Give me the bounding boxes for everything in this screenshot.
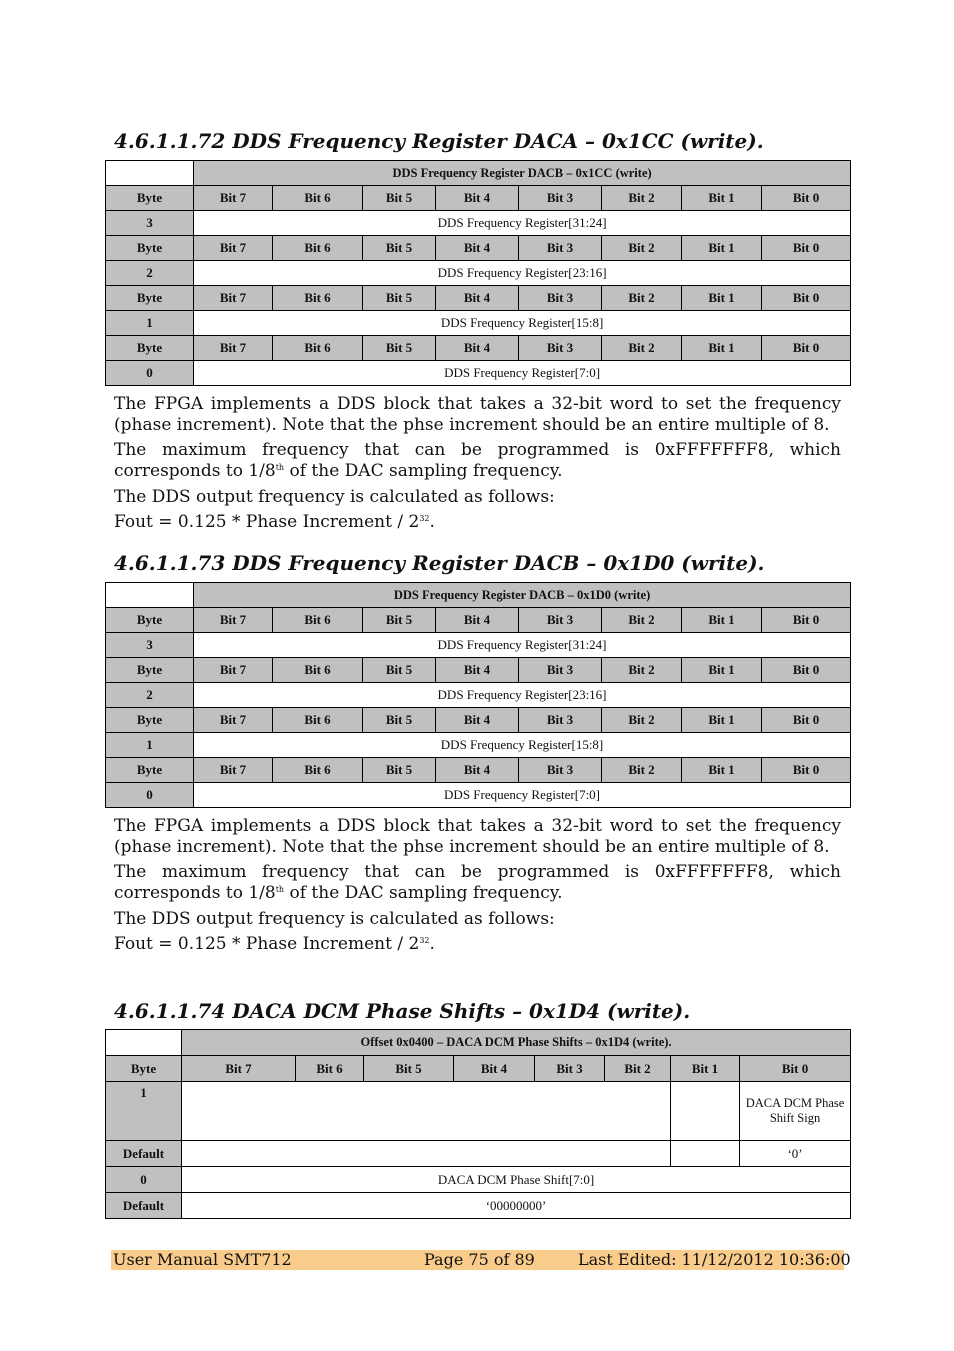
bit-header: Bit 0 [762,608,851,633]
reserved-field [671,1141,740,1167]
body-paragraph: The FPGA implements a DDS block that takes a 32-bit word to set the frequency (phase increment). Note that the phse increment should be an entire multiple of 8. [114,394,841,435]
bit-header: Bit 6 [273,236,363,261]
footer-last-edited: Last Edited: 11/12/2012 10:36:00 [578,1250,851,1269]
register-field: DACA DCM Phase Shift[7:0] [182,1167,851,1193]
bit-header: Bit 2 [602,658,682,683]
bit-header: Bit 2 [602,336,682,361]
body-paragraph: The FPGA implements a DDS block that takes a 32-bit word to set the frequency (phase increment). Note that the phse increment should be an entire multiple of 8. [114,816,841,857]
bit-header: Bit 6 [273,286,363,311]
bit-header: Bit 5 [363,236,436,261]
bit-header: Bit 5 [363,758,436,783]
table-row [106,361,851,386]
table-row [106,261,851,286]
text-run: . [429,512,435,532]
formula-line [114,512,435,533]
register-field: DDS Frequency Register[7:0] [194,783,851,808]
byte-number: 1 [106,311,194,336]
default-value: ‘0’ [740,1141,851,1167]
bit-header-row [106,1056,851,1082]
byte-number: 3 [106,211,194,236]
bit-header: Bit 3 [535,1056,605,1082]
bit-header: Bit 3 [519,758,602,783]
text-run: . [429,934,435,954]
bit-header: Bit 1 [682,658,762,683]
bit-header: Bit 1 [682,186,762,211]
corner-cell [106,583,194,608]
bit-header: Bit 4 [436,286,519,311]
bit-header: Bit 7 [194,336,273,361]
bit-header: Bit 7 [194,658,273,683]
text-run: Fout = 0.125 * Phase Increment / 2 [114,934,420,954]
byte-header: Byte [106,758,194,783]
text-run: Fout = 0.125 * Phase Increment / 2 [114,512,420,532]
table-row [106,633,851,658]
bit-header: Bit 2 [602,608,682,633]
byte-number: 2 [106,261,194,286]
bit-header-row [106,708,851,733]
section-heading: 4.6.1.1.73 DDS Frequency Register DACB – 0x1D0 (write). [114,551,765,575]
bit-header: Bit 7 [194,708,273,733]
superscript: th [275,885,285,894]
body-paragraph: The DDS output frequency is calculated as follows: [114,909,555,929]
bit-header: Bit 2 [602,186,682,211]
section-heading: 4.6.1.1.72 DDS Frequency Register DACA – 0x1CC (write). [114,129,764,153]
superscript: th [275,463,285,472]
bit-header: Bit 4 [436,658,519,683]
register-field: DDS Frequency Register[23:16] [194,683,851,708]
bit-header-row [106,658,851,683]
default-label: Default [106,1193,182,1219]
bit-header: Bit 2 [605,1056,671,1082]
superscript: 32 [419,936,430,945]
bit-header: Bit 0 [762,286,851,311]
bit-header: Bit 3 [519,286,602,311]
bit-header: Bit 0 [762,236,851,261]
bit-header-row [106,336,851,361]
byte-number: 0 [106,361,194,386]
register-field: DDS Frequency Register[31:24] [194,211,851,236]
table-title: DDS Frequency Register DACB – 0x1CC (write) [194,161,851,186]
reserved-field [182,1141,671,1167]
byte-header: Byte [106,186,194,211]
byte-number: 0 [106,1167,182,1193]
bit-header: Bit 6 [296,1056,364,1082]
byte-number: 2 [106,683,194,708]
register-field: DDS Frequency Register[7:0] [194,361,851,386]
reserved-field [671,1082,740,1141]
table-row [106,211,851,236]
text-run: of the DAC sampling frequency. [284,461,563,481]
bit-header: Bit 7 [194,608,273,633]
bit-header: Bit 1 [682,608,762,633]
bit-header: Bit 4 [436,336,519,361]
section-heading: 4.6.1.1.74 DACA DCM Phase Shifts – 0x1D4 (write). [114,999,691,1023]
byte-header: Byte [106,1056,182,1082]
bit-header: Bit 7 [194,758,273,783]
table-row [106,1082,851,1141]
bit-header: Bit 3 [519,658,602,683]
bit-header: Bit 4 [436,186,519,211]
reserved-field [182,1082,671,1141]
bit-header: Bit 6 [273,608,363,633]
bit-header: Bit 5 [363,286,436,311]
bit-header: Bit 1 [682,236,762,261]
bit-header: Bit 0 [762,658,851,683]
bit-header: Bit 5 [363,608,436,633]
table-row [106,311,851,336]
bit-header: Bit 3 [519,708,602,733]
bit-header-row [106,286,851,311]
bit-header: Bit 5 [364,1056,454,1082]
bit-header-row [106,236,851,261]
byte-header: Byte [106,336,194,361]
bit-header-row [106,608,851,633]
corner-cell [106,1030,182,1056]
bit-header: Bit 6 [273,336,363,361]
bit-header: Bit 1 [682,708,762,733]
bit-header: Bit 5 [363,658,436,683]
body-paragraph [114,440,841,482]
bit-header: Bit 5 [363,708,436,733]
byte-number: 0 [106,783,194,808]
bit-header: Bit 7 [194,286,273,311]
byte-header: Byte [106,658,194,683]
bit-header: Bit 3 [519,336,602,361]
bit-header: Bit 1 [682,286,762,311]
register-field: DACA DCM Phase Shift Sign [740,1082,851,1141]
bit-header: Bit 3 [519,186,602,211]
bit-header: Bit 0 [762,758,851,783]
bit-header: Bit 4 [436,608,519,633]
bit-header: Bit 6 [273,708,363,733]
bit-header: Bit 3 [519,608,602,633]
corner-cell [106,161,194,186]
bit-header: Bit 1 [682,336,762,361]
bit-header: Bit 1 [671,1056,740,1082]
bit-header: Bit 4 [436,758,519,783]
text-run: The maximum frequency that can be programmed is 0xFFFFFFF8, which corresponds to 1/8 [114,440,841,481]
register-field: DDS Frequency Register[31:24] [194,633,851,658]
register-field: DDS Frequency Register[23:16] [194,261,851,286]
table-title: Offset 0x0400 – DACA DCM Phase Shifts – 0x1D4 (write). [182,1030,851,1056]
byte-header: Byte [106,236,194,261]
bit-header: Bit 0 [762,186,851,211]
bit-header: Bit 7 [182,1056,296,1082]
byte-header: Byte [106,608,194,633]
page-footer [111,1250,851,1270]
bit-header: Bit 4 [436,708,519,733]
register-table [105,582,851,808]
bit-header: Bit 2 [602,708,682,733]
bit-header: Bit 5 [363,186,436,211]
bit-header-row [106,758,851,783]
register-field: DDS Frequency Register[15:8] [194,311,851,336]
bit-header: Bit 6 [273,758,363,783]
footer-document-name: User Manual SMT712 [113,1250,292,1269]
bit-header: Bit 4 [454,1056,535,1082]
default-value: ‘00000000’ [182,1193,851,1219]
byte-number: 1 [106,733,194,758]
bit-header-row [106,186,851,211]
table-row [106,683,851,708]
bit-header: Bit 6 [273,658,363,683]
bit-header: Bit 2 [602,236,682,261]
bit-header: Bit 7 [194,236,273,261]
text-run: of the DAC sampling frequency. [284,883,563,903]
bit-header: Bit 7 [194,186,273,211]
table-row [106,733,851,758]
footer-page-number: Page 75 of 89 [424,1250,535,1269]
register-field: DDS Frequency Register[15:8] [194,733,851,758]
formula-line [114,934,435,955]
register-table [105,160,851,386]
bit-header: Bit 1 [682,758,762,783]
byte-number: 1 [106,1082,182,1141]
byte-header: Byte [106,286,194,311]
bit-header: Bit 2 [602,758,682,783]
table-title: DDS Frequency Register DACB – 0x1D0 (write) [194,583,851,608]
body-paragraph: The DDS output frequency is calculated as follows: [114,487,555,507]
superscript: 32 [419,514,430,523]
bit-header: Bit 6 [273,186,363,211]
text-run: The maximum frequency that can be programmed is 0xFFFFFFF8, which corresponds to 1/8 [114,862,841,903]
byte-number: 3 [106,633,194,658]
bit-header: Bit 4 [436,236,519,261]
bit-header: Bit 0 [762,708,851,733]
table-row [106,1141,851,1167]
table-row [106,1193,851,1219]
table-row [106,783,851,808]
bit-header: Bit 0 [740,1056,851,1082]
table-row [106,1167,851,1193]
bit-header: Bit 5 [363,336,436,361]
bit-header: Bit 3 [519,236,602,261]
register-table [105,1029,851,1219]
bit-header: Bit 0 [762,336,851,361]
byte-header: Byte [106,708,194,733]
bit-header: Bit 2 [602,286,682,311]
body-paragraph [114,862,841,904]
default-label: Default [106,1141,182,1167]
